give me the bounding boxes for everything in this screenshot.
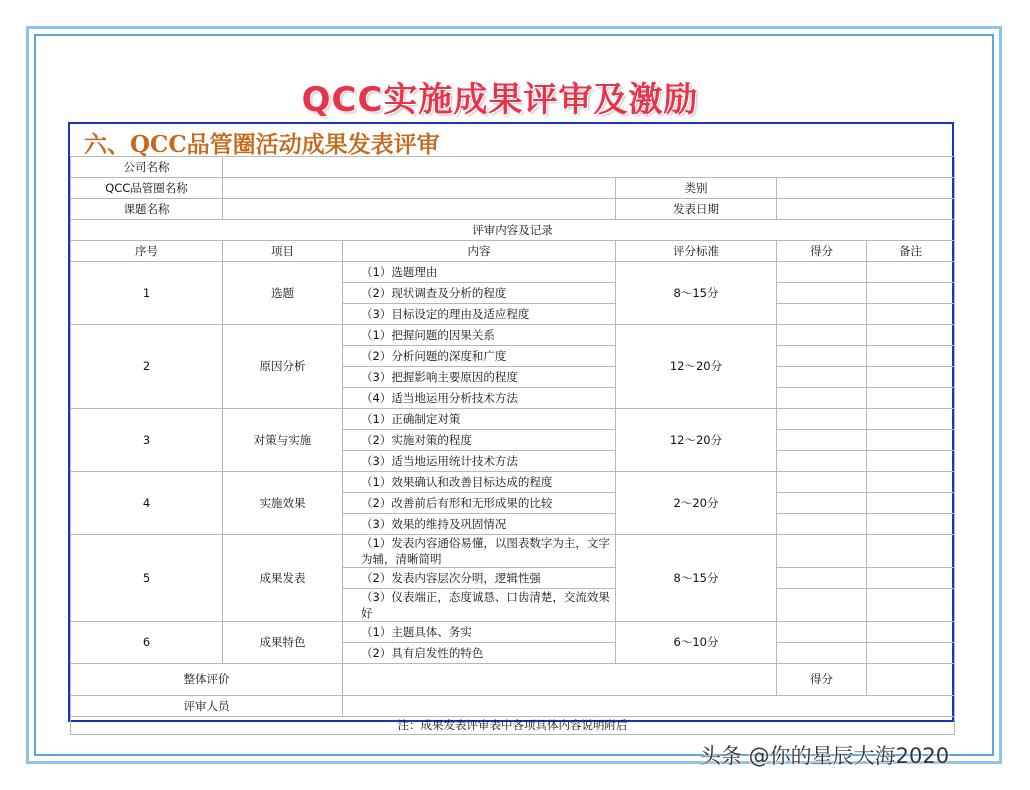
remark-cell[interactable] [867, 472, 955, 493]
overall-value-cell[interactable] [343, 664, 777, 696]
category-label: 类别 [616, 178, 777, 199]
overall-label: 整体评价 [71, 664, 343, 696]
reviewer-value-cell[interactable] [343, 696, 955, 717]
remark-cell[interactable] [867, 622, 955, 643]
item-score-standard: 12～20分 [616, 325, 777, 409]
remark-cell[interactable] [867, 535, 955, 568]
item-name: 对策与实施 [223, 409, 343, 472]
score-cell[interactable] [777, 262, 867, 283]
review-header-row [71, 220, 955, 241]
remark-cell[interactable] [867, 346, 955, 367]
circle-value-cell[interactable] [223, 178, 616, 199]
overall-row [71, 664, 955, 696]
remark-cell[interactable] [867, 451, 955, 472]
topic-label: 课题名称 [71, 199, 223, 220]
score-cell[interactable] [777, 568, 867, 589]
remark-cell[interactable] [867, 262, 955, 283]
column-header-row [71, 241, 955, 262]
score-cell[interactable] [777, 589, 867, 622]
score-cell[interactable] [777, 430, 867, 451]
score-cell[interactable] [777, 409, 867, 430]
score-cell[interactable] [777, 622, 867, 643]
date-value-cell[interactable] [777, 199, 955, 220]
col-header-item: 项目 [223, 241, 343, 262]
remark-cell[interactable] [867, 409, 955, 430]
remark-cell[interactable] [867, 388, 955, 409]
item-content: （1）主题具体、务实 [343, 622, 616, 643]
item-content: （1）效果确认和改善目标达成的程度 [343, 472, 616, 493]
table-row [71, 622, 955, 643]
item-content: （1）发表内容通俗易懂，以图表数字为主，文字为辅，清晰简明 [343, 535, 616, 568]
item-name: 选题 [223, 262, 343, 325]
table-row [71, 472, 955, 493]
item-no: 3 [71, 409, 223, 472]
item-content: （4）适当地运用分析技术方法 [343, 388, 616, 409]
slide-title: QCC实施成果评审及激励 [301, 80, 699, 120]
company-value-cell[interactable] [223, 157, 955, 178]
remark-cell[interactable] [867, 325, 955, 346]
item-content: （2）实施对策的程度 [343, 430, 616, 451]
score-cell[interactable] [777, 304, 867, 325]
score-cell[interactable] [777, 451, 867, 472]
item-no: 6 [71, 622, 223, 664]
remark-cell[interactable] [867, 493, 955, 514]
table-row [71, 535, 955, 568]
remark-cell[interactable] [867, 430, 955, 451]
total-score-label: 得分 [777, 664, 867, 696]
category-value-cell[interactable] [777, 178, 955, 199]
total-score-cell[interactable] [867, 664, 955, 696]
col-header-standard: 评分标准 [616, 241, 777, 262]
item-content: （2）改善前后有形和无形成果的比较 [343, 493, 616, 514]
note-row [71, 717, 955, 735]
company-label: 公司名称 [71, 157, 223, 178]
remark-cell[interactable] [867, 514, 955, 535]
score-cell[interactable] [777, 283, 867, 304]
item-name: 成果特色 [223, 622, 343, 664]
item-name: 原因分析 [223, 325, 343, 409]
footer-note: 注：成果发表评审表中各项具体内容说明附后 [71, 717, 955, 735]
company-row [71, 157, 955, 178]
remark-cell[interactable] [867, 367, 955, 388]
remark-cell[interactable] [867, 589, 955, 622]
item-content: （3）目标设定的理由及适应程度 [343, 304, 616, 325]
remark-cell[interactable] [867, 283, 955, 304]
item-no: 4 [71, 472, 223, 535]
reviewer-row [71, 696, 955, 717]
item-content: （1）正确制定对策 [343, 409, 616, 430]
item-score-standard: 6～10分 [616, 622, 777, 664]
item-content: （1）选题理由 [343, 262, 616, 283]
remark-cell[interactable] [867, 568, 955, 589]
score-cell[interactable] [777, 367, 867, 388]
score-cell[interactable] [777, 472, 867, 493]
score-cell[interactable] [777, 388, 867, 409]
remark-cell[interactable] [867, 304, 955, 325]
item-content: （2）发表内容层次分明，逻辑性强 [343, 568, 616, 589]
score-cell[interactable] [777, 325, 867, 346]
reviewer-label: 评审人员 [71, 696, 343, 717]
item-score-standard: 8～15分 [616, 262, 777, 325]
score-cell[interactable] [777, 535, 867, 568]
item-content: （2）具有启发性的特色 [343, 643, 616, 664]
item-content: （3）效果的维持及巩固情况 [343, 514, 616, 535]
score-cell[interactable] [777, 514, 867, 535]
review-table [70, 156, 955, 735]
item-content: （3）把握影响主要原因的程度 [343, 367, 616, 388]
table-row [71, 325, 955, 346]
item-no: 5 [71, 535, 223, 622]
circle-label: QCC品管圈名称 [71, 178, 223, 199]
item-name: 实施效果 [223, 472, 343, 535]
item-content: （1）把握问题的因果关系 [343, 325, 616, 346]
item-score-standard: 12～20分 [616, 409, 777, 472]
col-header-no: 序号 [71, 241, 223, 262]
item-no: 1 [71, 262, 223, 325]
topic-value-cell[interactable] [223, 199, 616, 220]
item-content: （3）适当地运用统计技术方法 [343, 451, 616, 472]
col-header-score: 得分 [777, 241, 867, 262]
score-cell[interactable] [777, 643, 867, 664]
topic-row [71, 199, 955, 220]
item-score-standard: 2～20分 [616, 472, 777, 535]
item-no: 2 [71, 325, 223, 409]
item-content: （3）仪表端正，态度诚恳、口齿清楚，交流效果好 [343, 589, 616, 622]
item-score-standard: 8～15分 [616, 535, 777, 622]
date-label: 发表日期 [616, 199, 777, 220]
review-header: 评审内容及记录 [71, 220, 955, 241]
watermark: 头条 @你的星辰大海2020 [700, 744, 950, 768]
score-cell[interactable] [777, 346, 867, 367]
item-name: 成果发表 [223, 535, 343, 622]
item-content: （2）分析问题的深度和广度 [343, 346, 616, 367]
circle-row [71, 178, 955, 199]
score-cell[interactable] [777, 493, 867, 514]
section-title: 六、QCC品管圈活动成果发表评审 [84, 131, 440, 158]
table-row [71, 409, 955, 430]
col-header-remark: 备注 [867, 241, 955, 262]
table-row [71, 262, 955, 283]
item-content: （2）现状调查及分析的程度 [343, 283, 616, 304]
remark-cell[interactable] [867, 643, 955, 664]
col-header-content: 内容 [343, 241, 616, 262]
